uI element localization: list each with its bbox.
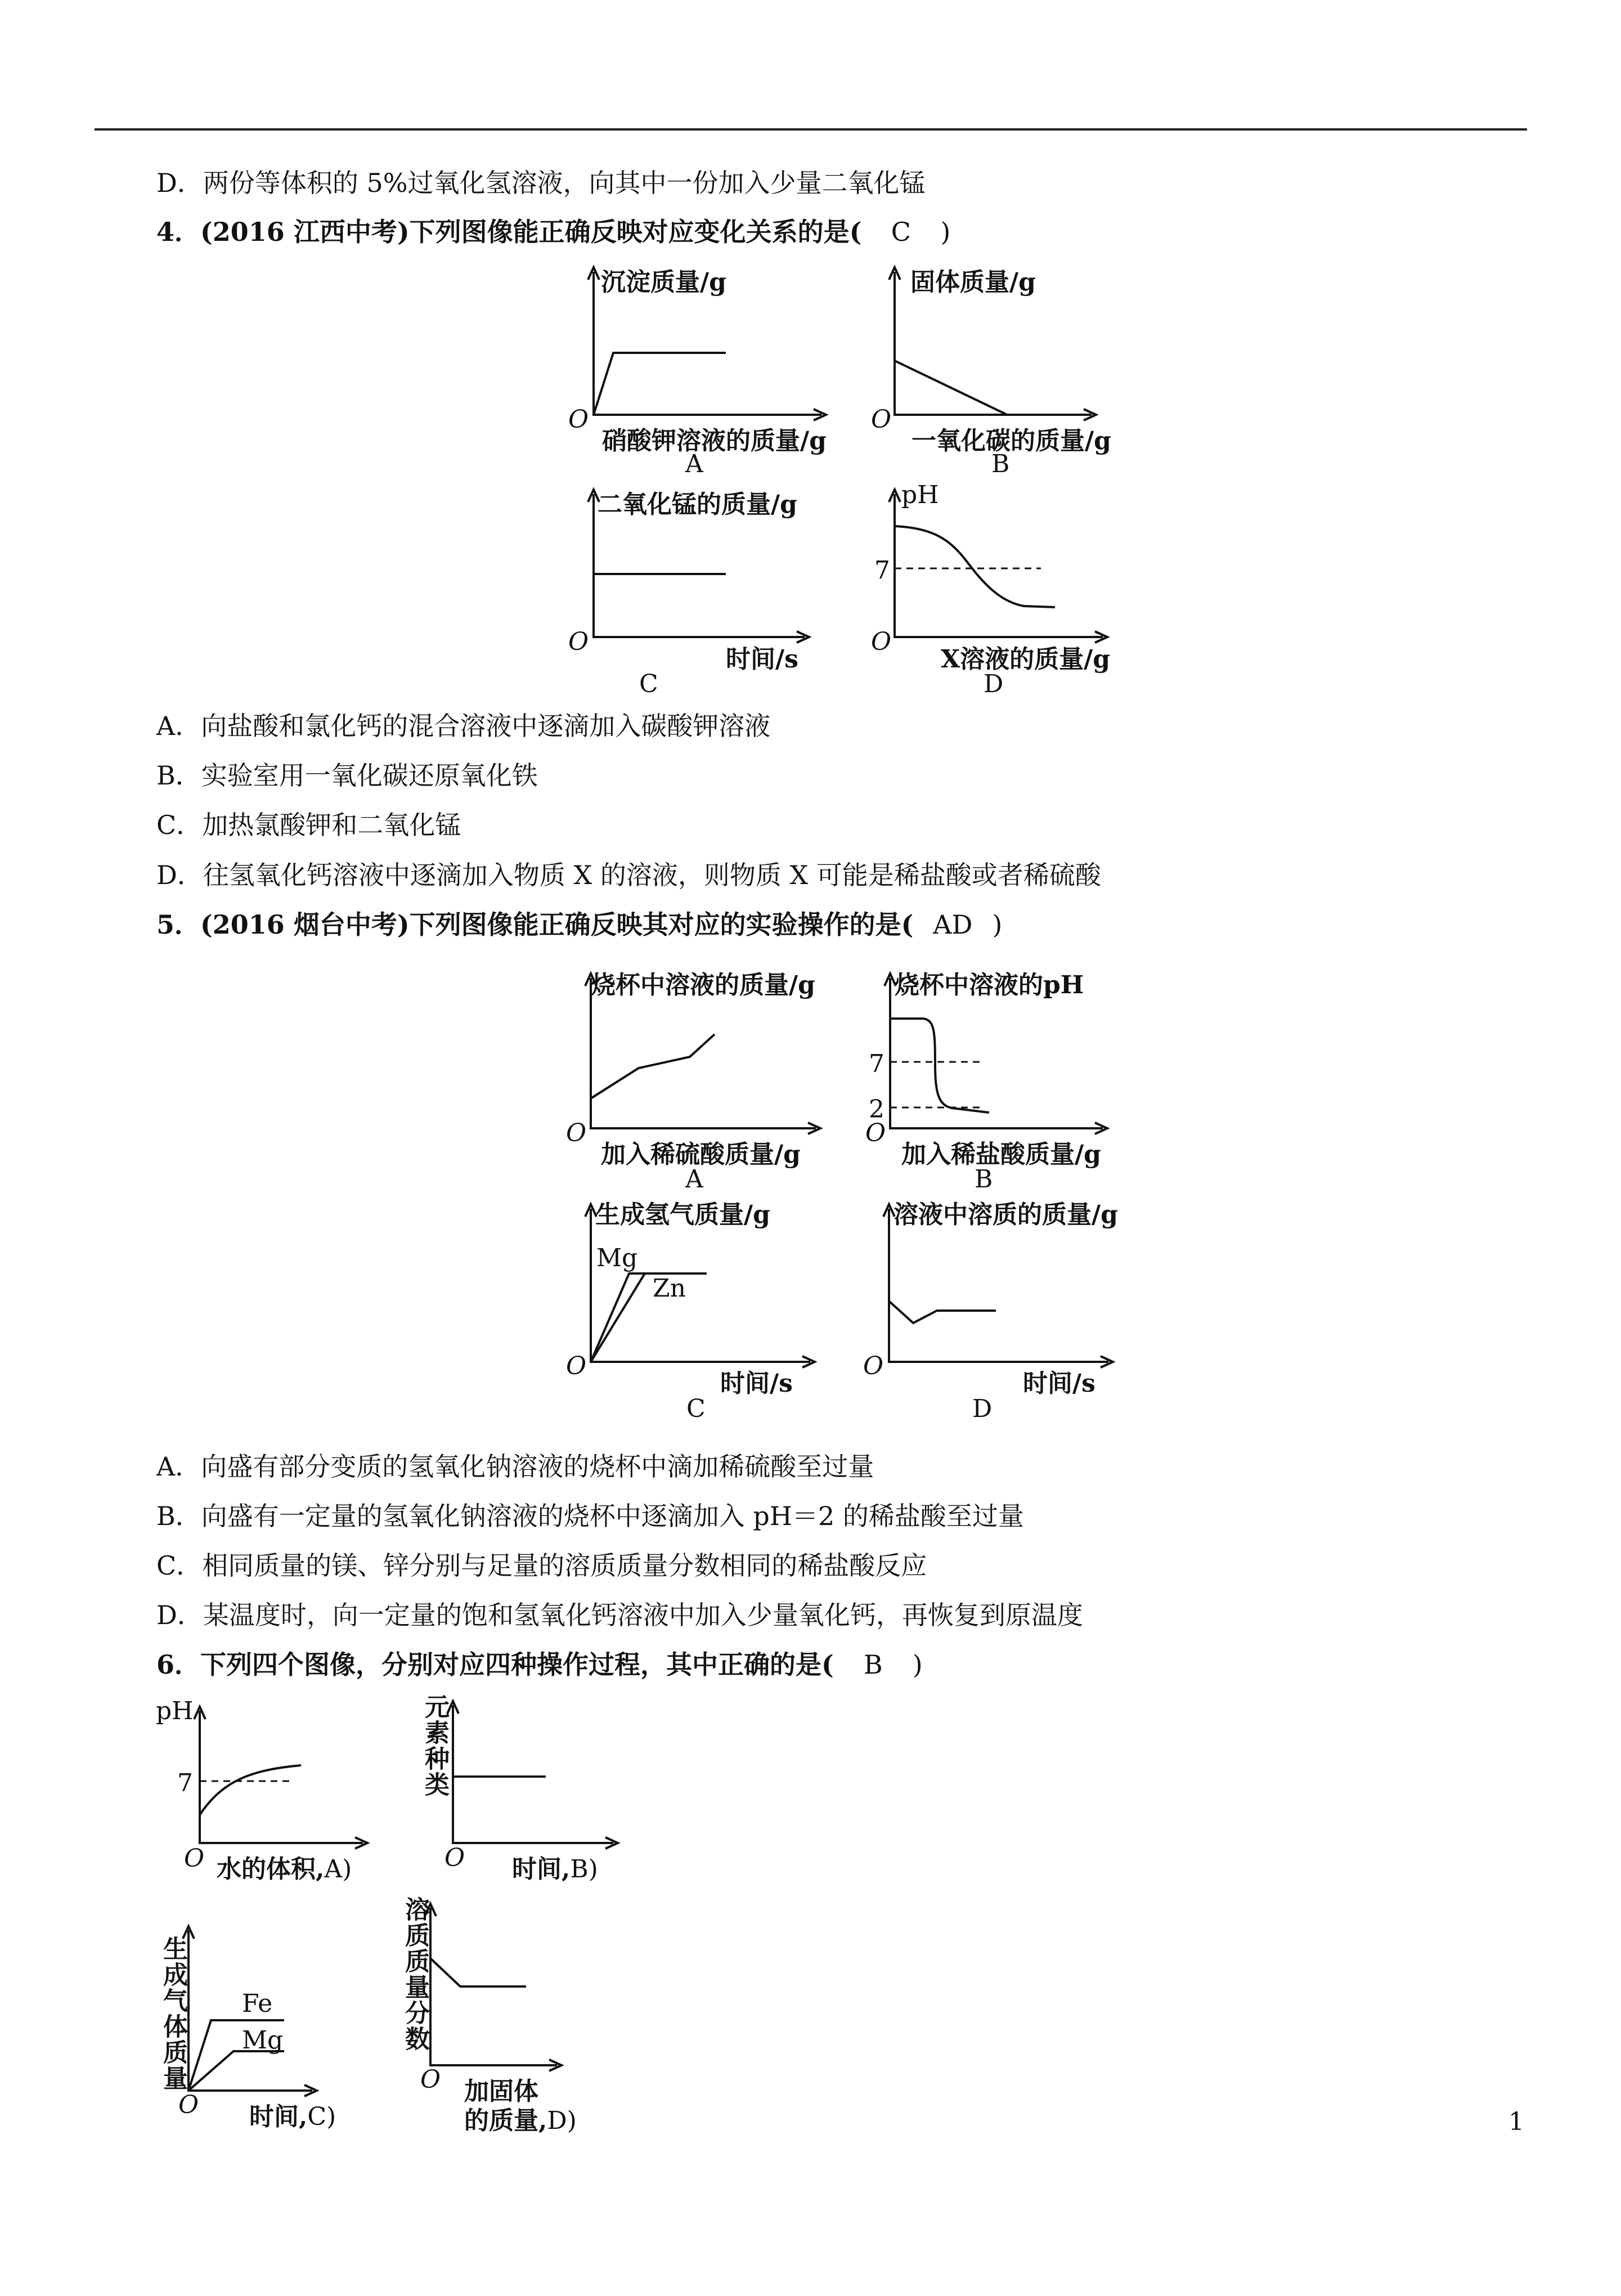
- x-axis-label: 时间/s: [1023, 1369, 1095, 1398]
- tick-7: 7: [869, 1050, 884, 1078]
- q6-graph-d: [397, 1896, 633, 2138]
- y-axis-label: 生成气体质量: [159, 1936, 187, 2091]
- x-axis-caption: [249, 2096, 336, 2132]
- y-axis-label: 元素种类: [420, 1694, 449, 1797]
- x-axis-label: 一氧化碳的质量/g: [911, 427, 1111, 455]
- graph-tag: A): [324, 1855, 352, 1884]
- q4-option-a: A．向盐酸和氯化钙的混合溶液中逐滴加入碳酸钾溶液: [156, 711, 771, 741]
- curve: [591, 1034, 715, 1098]
- x-axis-label: 时间/s: [726, 645, 798, 674]
- q4-answer: C: [891, 217, 911, 247]
- q6-graph-c: [155, 1919, 391, 2133]
- y-axis-label: pH: [901, 481, 939, 509]
- fe-label: Fe: [242, 1989, 273, 2018]
- origin-label: O: [871, 405, 892, 434]
- origin-label: O: [184, 1844, 205, 1873]
- q4-option-c: C．加热氯酸钾和二氧化锰: [156, 810, 461, 840]
- q5-stem-text: 5．(2016 烟台中考)下列图像能正确反映其对应的实验操作的是(: [156, 909, 914, 940]
- mg-label: Mg: [596, 1244, 638, 1272]
- x-axis-caption: [217, 1849, 352, 1885]
- x-axis-label-line1: 加固体: [464, 2077, 538, 2106]
- curve: [594, 353, 726, 415]
- curve: [895, 361, 1007, 415]
- caption: B: [991, 450, 1010, 478]
- mg-curve: [591, 1273, 707, 1362]
- axes: [591, 978, 816, 1128]
- axes: [895, 494, 1103, 637]
- zn-curve: [591, 1273, 645, 1362]
- q4-graph-c: [563, 484, 855, 709]
- origin-label: O: [568, 405, 589, 434]
- graph-tag: D): [547, 2106, 577, 2135]
- x-axis-caption: [512, 1849, 598, 1885]
- q5-close: ): [992, 909, 1003, 940]
- q4-option-d: D．往氢氧化钙溶液中逐滴加入物质 X 的溶液，则物质 X 可能是稀盐酸或者稀硫酸: [156, 860, 1101, 890]
- q4-close: ): [940, 217, 951, 247]
- zn-label: Zn: [653, 1274, 686, 1303]
- q6-graph-a: [155, 1697, 391, 1888]
- q5-answer: AD: [933, 909, 973, 940]
- origin-label: O: [566, 1119, 587, 1147]
- axes: [890, 978, 1103, 1128]
- x-axis-label: 时间,: [512, 1855, 571, 1884]
- y-axis-label: 溶液中溶质的质量/g: [893, 1200, 1118, 1229]
- tick-7: 7: [177, 1769, 193, 1797]
- q4-option-b: B．实验室用一氧化碳还原氧化铁: [156, 760, 538, 791]
- origin-label: O: [178, 2091, 199, 2119]
- q5-graph-c: [563, 1199, 855, 1435]
- x-axis-label: 时间/s: [720, 1369, 793, 1398]
- x-axis-caption: [464, 2100, 577, 2136]
- x-axis-label: 加入稀硫酸质量/g: [601, 1140, 801, 1169]
- graph-tag: B): [570, 1855, 598, 1884]
- q5-option-c: C．相同质量的镁、锌分别与足量的溶质质量分数相同的稀盐酸反应: [156, 1550, 927, 1581]
- q5-graph-a: [563, 968, 855, 1199]
- q4-graph-d: [866, 481, 1159, 709]
- q4-stem-text: 4．(2016 江西中考)下列图像能正确反映对应变化关系的是(: [156, 217, 862, 247]
- x-axis-label: 加入稀盐酸质量/g: [901, 1140, 1101, 1169]
- origin-label: O: [420, 2065, 441, 2094]
- q6-stem: [156, 1648, 923, 1681]
- q6-close: ): [912, 1649, 923, 1680]
- q6-stem-text: 6．下列四个图像，分别对应四种操作过程，其中正确的是(: [156, 1649, 834, 1680]
- q4-graph-b: [866, 262, 1159, 481]
- caption: D: [984, 670, 1004, 698]
- origin-label: O: [863, 1352, 884, 1380]
- y-axis-label: 烧杯中溶液的质量/g: [591, 971, 815, 999]
- caption: B: [975, 1165, 993, 1194]
- caption: A: [685, 450, 703, 478]
- q5-option-a: A．向盛有部分变质的氢氧化钠溶液的烧杯中滴加稀硫酸至过量: [156, 1451, 874, 1482]
- curve: [890, 1019, 989, 1113]
- q5-stem: [156, 908, 1002, 941]
- q5-option-b: B．向盛有一定量的氢氧化钠溶液的烧杯中逐滴加入 pH＝2 的稀盐酸至过量: [156, 1501, 1024, 1531]
- curve: [430, 1958, 526, 1986]
- q5-option-d: D．某温度时，向一定量的饱和氢氧化钙溶液中加入少量氧化钙，再恢复到原温度: [156, 1600, 1083, 1630]
- origin-label: O: [566, 1352, 587, 1380]
- q6-graph-b: [416, 1694, 653, 1888]
- y-axis-label: 二氧化锰的质量/g: [598, 490, 797, 519]
- q5-graph-d: [855, 1199, 1159, 1435]
- tick-7: 7: [874, 556, 890, 585]
- origin-label: O: [871, 627, 892, 656]
- curve: [889, 1301, 996, 1323]
- axes: [889, 1209, 1108, 1362]
- caption: A: [685, 1165, 703, 1194]
- q5-graph-b: [855, 968, 1159, 1199]
- curve: [200, 1765, 301, 1815]
- mg-curve: [188, 2051, 284, 2091]
- caption: C: [639, 670, 658, 698]
- graph-tag: C): [307, 2102, 336, 2131]
- q6-answer: B: [863, 1649, 883, 1680]
- caption: D: [972, 1394, 993, 1423]
- header-rule: [95, 128, 1527, 131]
- y-axis-label: 溶质质量分数: [401, 1896, 429, 2052]
- axes: [453, 1705, 613, 1843]
- q4-graph-a: [563, 262, 855, 481]
- mg-label: Mg: [242, 2026, 284, 2055]
- y-axis-label: 烧杯中溶液的pH: [895, 971, 1084, 999]
- y-axis-label: 生成氢气质量/g: [595, 1200, 770, 1229]
- origin-label: O: [568, 627, 589, 656]
- origin-label: O: [865, 1119, 886, 1147]
- q4-stem: [156, 215, 950, 249]
- curve: [895, 526, 1055, 607]
- y-axis-label: 沉淀质量/g: [601, 268, 726, 297]
- y-axis-label: pH: [156, 1697, 194, 1725]
- tick-2: 2: [869, 1095, 884, 1124]
- x-axis-label: 水的体积,: [217, 1855, 325, 1884]
- y-axis-label: 固体质量/g: [910, 268, 1036, 297]
- axes: [200, 1711, 363, 1843]
- caption: C: [686, 1394, 706, 1423]
- q3-option-d: D．两份等体积的 5%过氧化氢溶液，向其中一份加入少量二氧化锰: [156, 168, 926, 198]
- x-axis-label: X溶液的质量/g: [941, 645, 1110, 674]
- x-axis-label: 硝酸钾溶液的质量/g: [602, 427, 827, 455]
- origin-label: O: [444, 1844, 465, 1872]
- x-axis-label: 时间,: [249, 2102, 308, 2131]
- x-axis-label-line2: 的质量,: [464, 2106, 547, 2135]
- page-number: 1: [1508, 2107, 1524, 2136]
